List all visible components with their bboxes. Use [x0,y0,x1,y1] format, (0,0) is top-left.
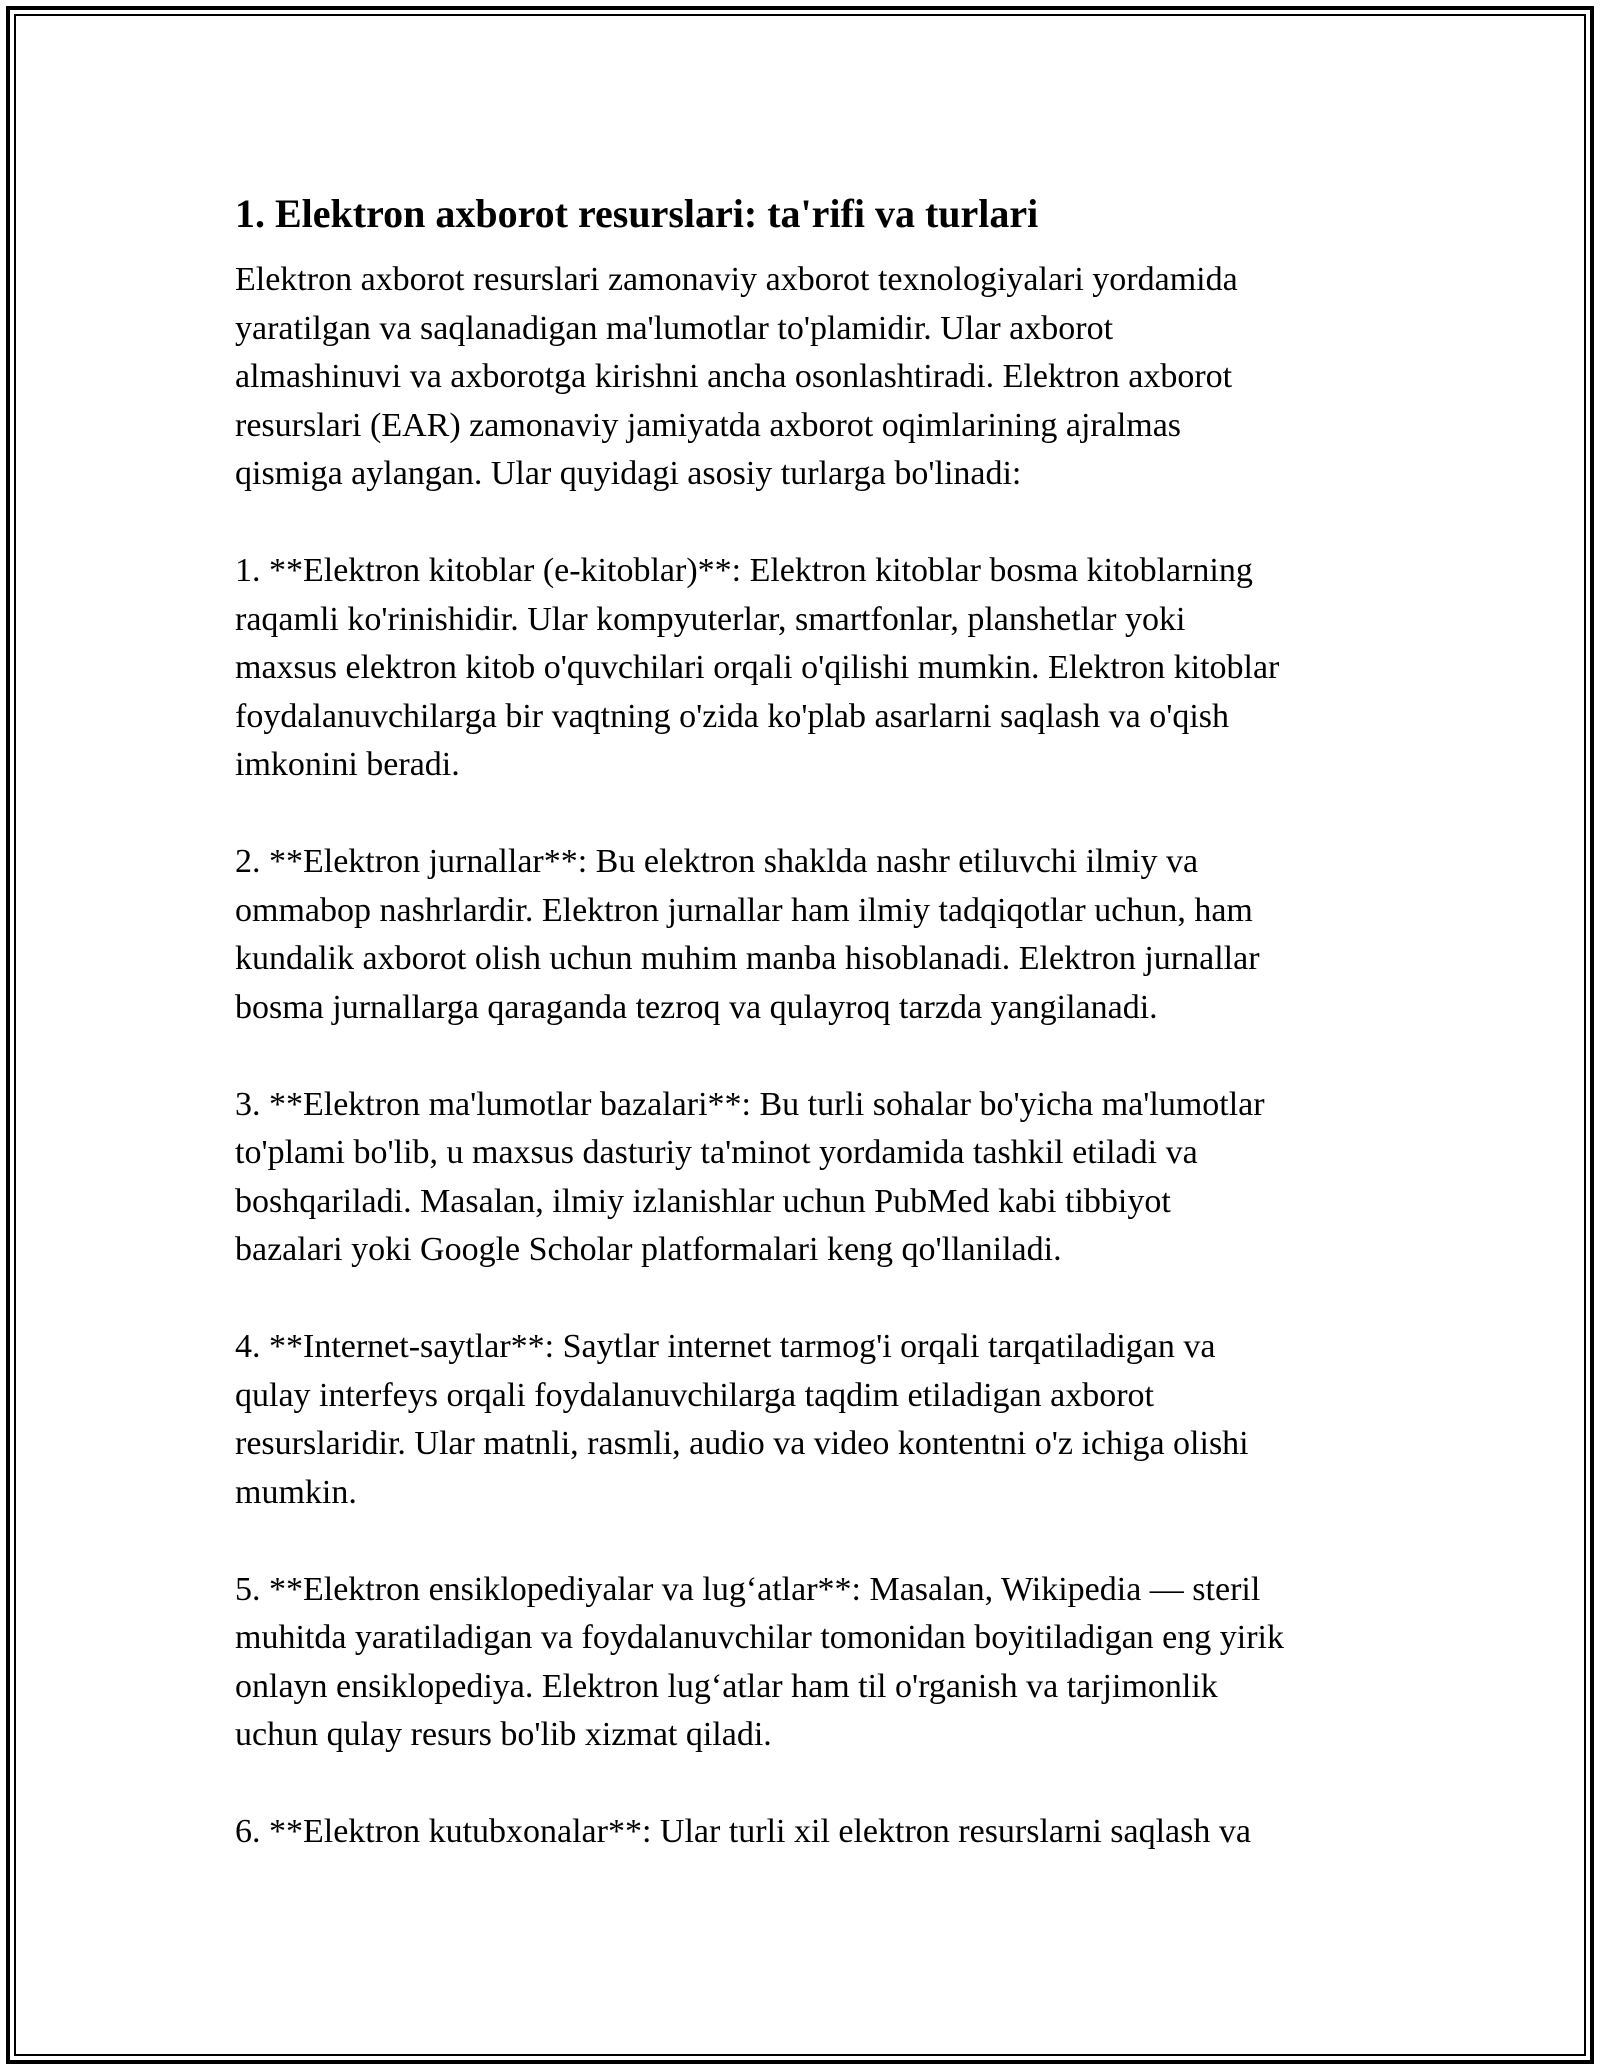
text-line: qulay interfeys orqali foydalanuvchilarga taqdim etiladigan axborot [235,1376,1154,1414]
text-line: kundalik axborot olish uchun muhim manba hisoblanadi. Elektron jurnallar [235,940,1260,977]
text-line: 6. **Elektron kutubxonalar**: Ular turli xil elektron resurslarni saqlash va [235,1813,1251,1850]
text-line: imkonini beradi. [235,746,460,783]
text-line: mumkin. [235,1473,357,1511]
list-item-websites [235,1323,1395,1517]
list-item-ebooks [235,547,1395,790]
list-item-journals [235,838,1395,1032]
text-line: almashinuvi va axborotga kirishni ancha osonlashtiradi. Elektron axborot [235,358,1233,395]
text-line: boshqariladi. Masalan, ilmiy izlanishlar uchun PubMed kabi tibbiyot [235,1182,1171,1220]
text-line: 5. **Elektron ensiklopediyalar va lug‘atlar**: Masalan, Wikipedia — steril [235,1570,1261,1608]
text-line: bazalari yoki Google Scholar platformalari keng qo'llaniladi. [235,1231,1062,1268]
text-line: 2. **Elektron jurnallar**: Bu elektron shaklda nashr etiluvchi ilmiy va [235,843,1199,880]
text-line: raqamli ko'rinishidir. Ular kompyuterlar, smartfonlar, planshetlar yoki [235,600,1186,638]
text-line: 3. **Elektron ma'lumotlar bazalari**: Bu turli sohalar bo'yicha ma'lumotlar [235,1085,1265,1123]
text-line: onlayn ensiklopediya. Elektron lug‘atlar ham til o'rganish va tarjimonlik [235,1667,1218,1705]
text-line: yaratilgan va saqlanadigan ma'lumotlar to'plamidir. Ular axborot [235,309,1114,347]
list-item-libraries [235,1808,1395,1857]
text-line: resurslari (EAR) zamonaviy jamiyatda axborot oqimlarining ajralmas [235,406,1182,444]
text-line: uchun qulay resurs bo'lib xizmat qiladi. [235,1716,772,1753]
text-line: Elektron axborot resurslari zamonaviy axborot texnologiyalari yordamida [235,261,1238,298]
list-item-databases [235,1081,1395,1275]
text-line: muhitda yaratiladigan va foydalanuvchilar tomonidan boyitiladigan eng yirik [235,1619,1284,1656]
text-line: to'plami bo'lib, u maxsus dasturiy ta'minot yordamida tashkil etiladi va [235,1134,1198,1171]
intro-paragraph [235,256,1395,499]
text-line: foydalanuvchilarga bir vaqtning o'zida ko'plab asarlarni saqlash va o'qish [235,697,1230,735]
text-line: resurslaridir. Ular matnli, rasmli, audio va video kontentni o'z ichiga olishi [235,1425,1249,1462]
text-line: 4. **Internet-saytlar**: Saytlar internet tarmog'i orqali tarqatiladigan va [235,1328,1216,1365]
text-line: 1. **Elektron kitoblar (e-kitoblar)**: Elektron kitoblar bosma kitoblarning [235,552,1253,589]
text-line: bosma jurnallarga qaraganda tezroq va qulayroq tarzda yangilanadi. [235,988,1158,1026]
text-line: qismiga aylangan. Ular quyidagi asosiy turlarga bo'linadi: [235,455,1022,492]
list-item-encyclopedias [235,1566,1395,1760]
document-body [235,186,1395,1905]
text-line: ommabop nashrlardir. Elektron jurnallar ham ilmiy tadqiqotlar uchun, ham [235,891,1253,929]
text-line: maxsus elektron kitob o'quvchilari orqali o'qilishi mumkin. Elektron kitoblar [235,649,1280,686]
page-title: 1. Elektron axborot resurslari: ta'rifi va turlari [235,191,1039,236]
